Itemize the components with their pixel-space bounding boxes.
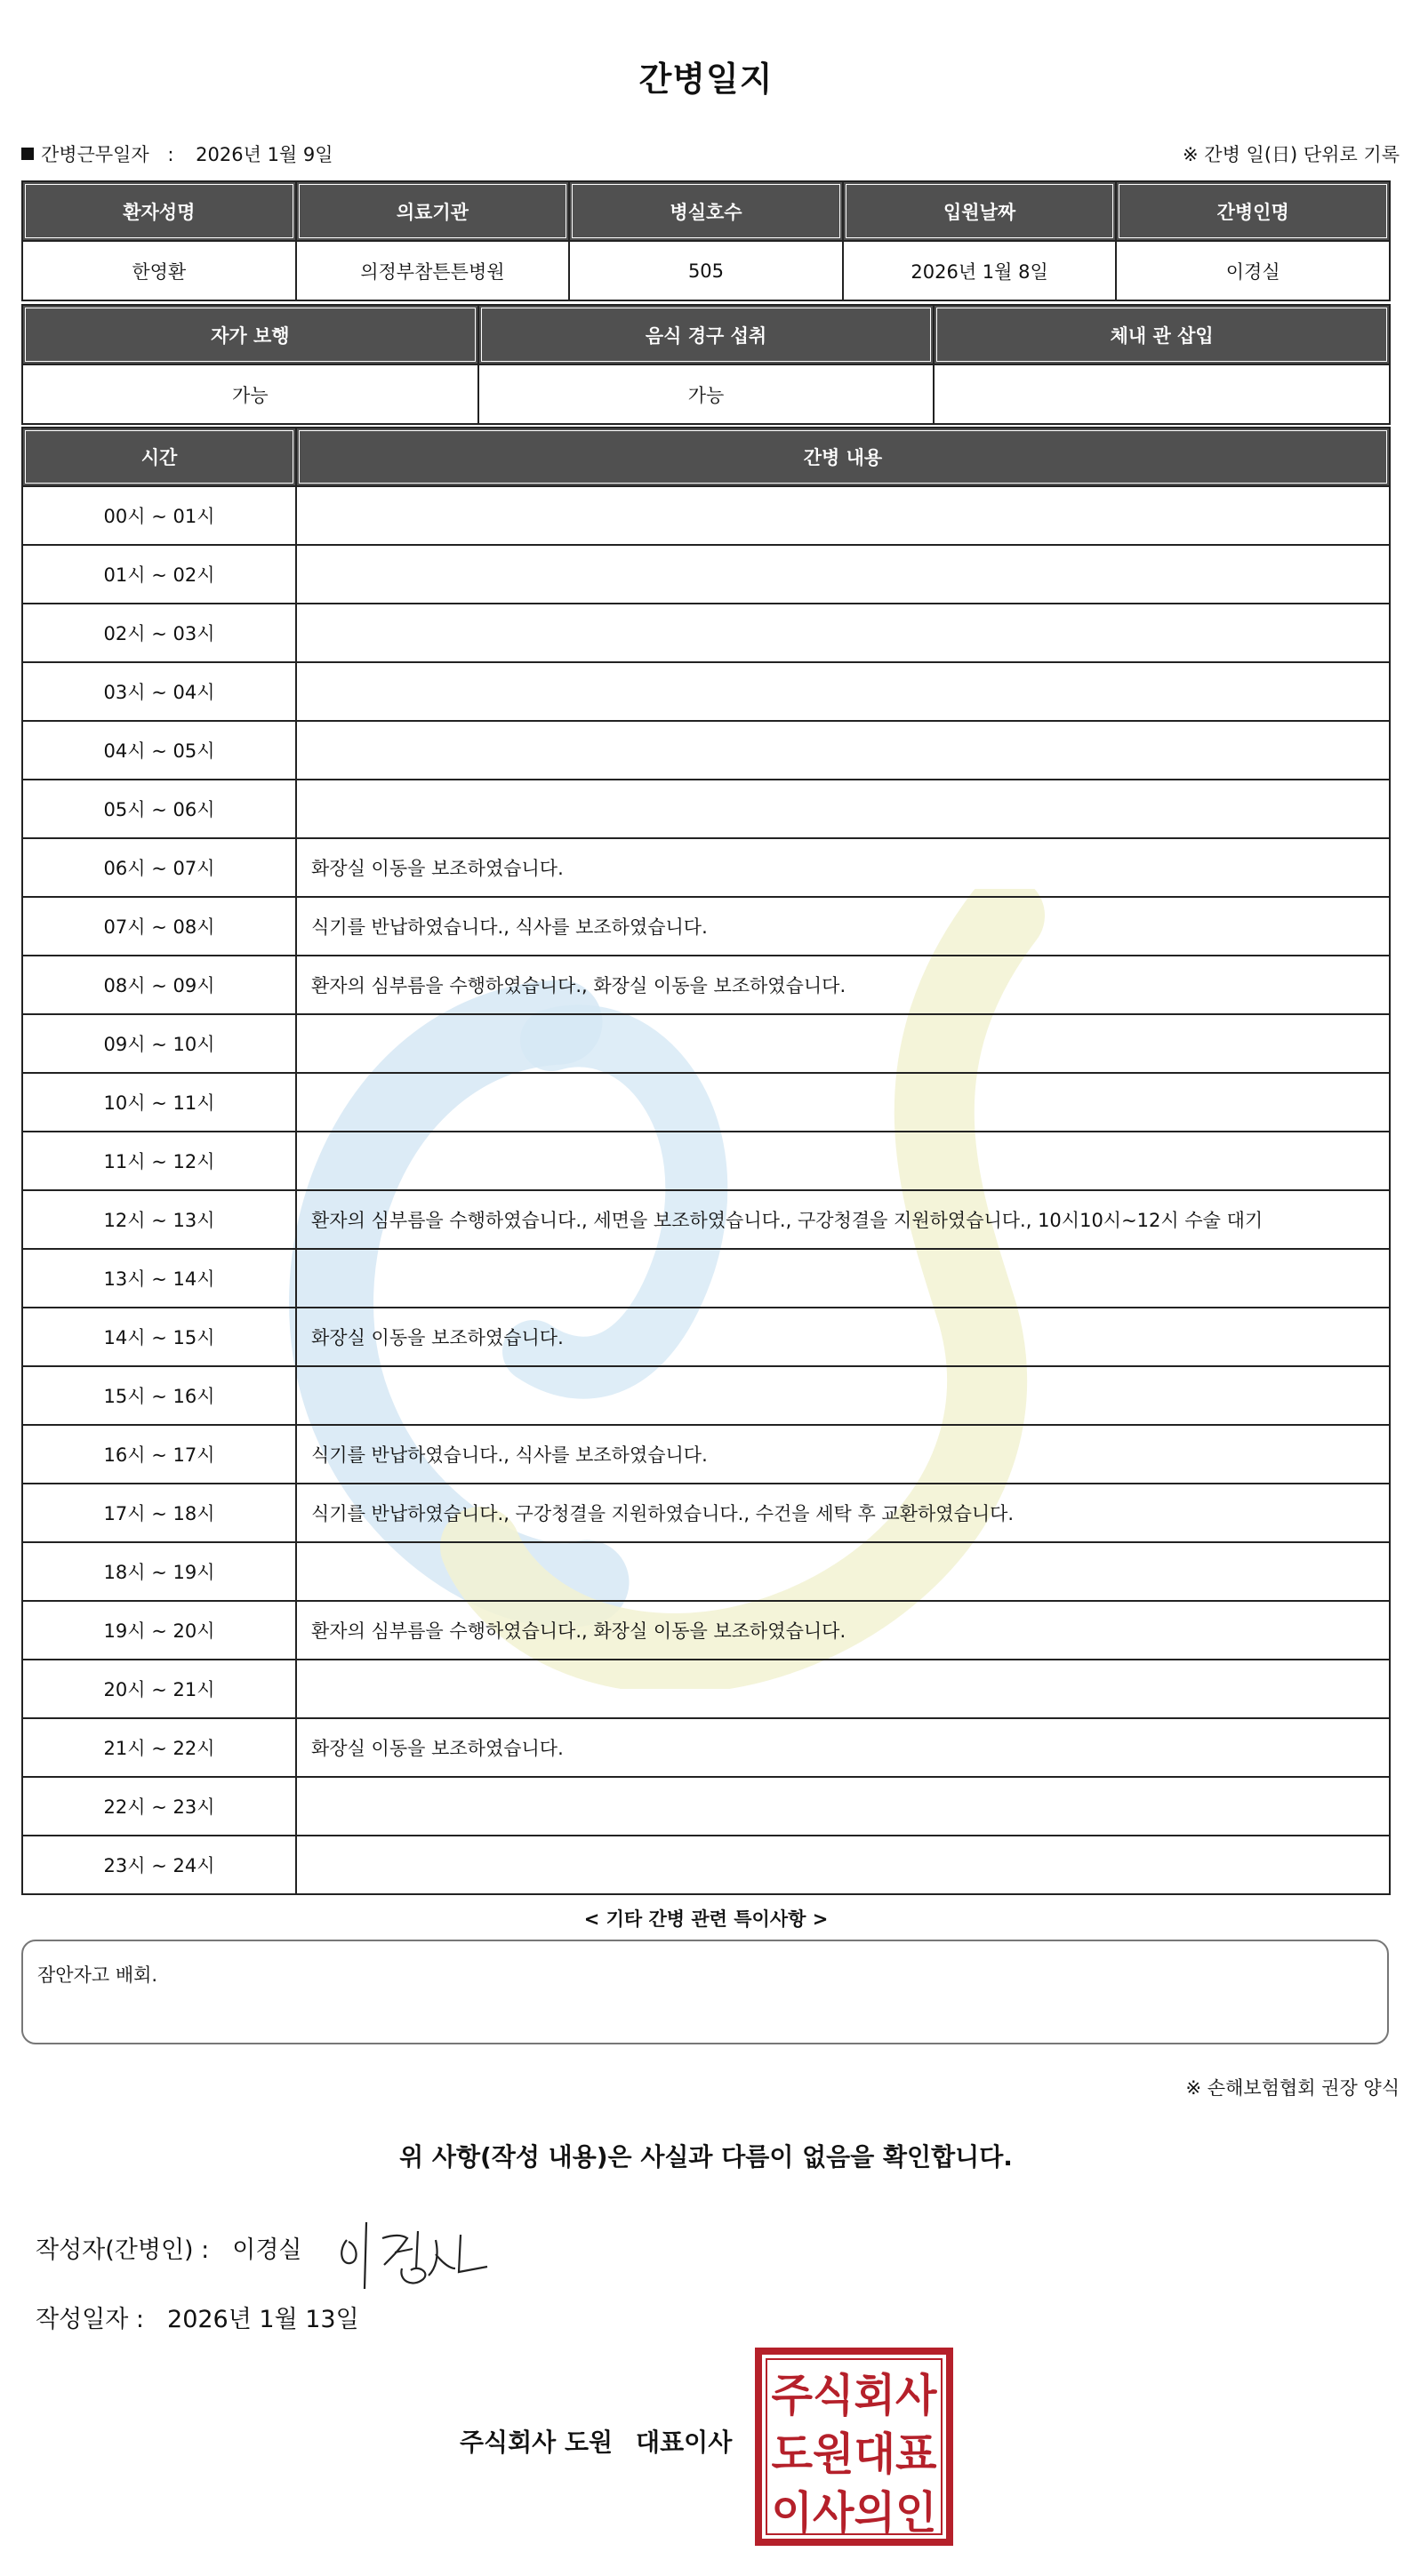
header-oral-intake: 음식 경구 섭취 — [478, 305, 935, 364]
time-slot: 15시 ~ 16시 — [22, 1366, 296, 1425]
header-institution: 의료기관 — [296, 181, 570, 241]
care-log-row — [22, 721, 1390, 780]
time-slot: 13시 ~ 14시 — [22, 1249, 296, 1308]
remarks-box — [21, 1940, 1389, 2044]
caregiver-name: 이경실 — [1116, 241, 1390, 300]
patient-info-header-row — [22, 181, 1390, 241]
time-slot: 09시 ~ 10시 — [22, 1014, 296, 1073]
tube-insertion-value — [934, 364, 1390, 424]
square-bullet-icon — [21, 148, 34, 160]
care-log-row — [22, 1249, 1390, 1308]
work-date-label: 간병근무일자 — [41, 144, 149, 165]
time-slot: 06시 ~ 07시 — [22, 838, 296, 897]
oral-intake-value: 가능 — [478, 364, 935, 424]
header-self-walking: 자가 보행 — [22, 305, 478, 364]
header-tube-insertion: 체내 관 삽입 — [934, 305, 1390, 364]
time-slot: 01시 ~ 02시 — [22, 545, 296, 604]
unit-note: ※ 간병 일(日) 단위로 기록 — [1183, 144, 1400, 165]
care-log-row — [22, 1132, 1390, 1190]
remarks-text: 잠안자고 배회. — [37, 1964, 158, 1986]
standard-form-note: ※ 손해보험협회 권장 양식 — [1185, 2077, 1400, 2099]
time-slot: 11시 ~ 12시 — [22, 1132, 296, 1190]
patient-info-value-row — [22, 241, 1390, 300]
care-content — [296, 1777, 1390, 1836]
seal-text-line: 도원대표 — [771, 2428, 938, 2480]
header-room: 병실호수 — [569, 181, 843, 241]
time-slot: 16시 ~ 17시 — [22, 1425, 296, 1484]
care-log-row — [22, 956, 1390, 1014]
care-content — [296, 1249, 1390, 1308]
company-name: 주식회사 도원 — [460, 2428, 614, 2457]
care-content: 화장실 이동을 보조하였습니다. — [296, 838, 1390, 897]
writer-line — [36, 2230, 302, 2265]
patient-status-value-row — [22, 364, 1390, 424]
company-line — [460, 2423, 732, 2459]
time-slot: 00시 ~ 01시 — [22, 486, 296, 545]
header-patient-name: 환자성명 — [22, 181, 296, 241]
time-slot: 19시 ~ 20시 — [22, 1601, 296, 1660]
room-number: 505 — [569, 241, 843, 300]
page-title: 간병일지 — [638, 60, 774, 99]
time-slot: 03시 ~ 04시 — [22, 662, 296, 721]
time-slot: 21시 ~ 22시 — [22, 1718, 296, 1777]
care-content — [296, 1542, 1390, 1601]
time-slot: 18시 ~ 19시 — [22, 1542, 296, 1601]
patient-info-table — [21, 180, 1391, 301]
care-content — [296, 545, 1390, 604]
care-content — [296, 604, 1390, 662]
care-content — [296, 1132, 1390, 1190]
time-slot: 14시 ~ 15시 — [22, 1308, 296, 1366]
care-log-body — [22, 486, 1390, 1894]
patient-name: 한영환 — [22, 241, 296, 300]
write-date-label: 작성일자 : — [36, 2306, 145, 2333]
care-content — [296, 1836, 1390, 1894]
header-admission-date: 입원날짜 — [843, 181, 1117, 241]
work-date-value: 2026년 1월 9일 — [196, 144, 333, 165]
seal-text-line: 주식회사 — [771, 2370, 938, 2421]
care-log-row — [22, 1073, 1390, 1132]
time-slot: 17시 ~ 18시 — [22, 1484, 296, 1542]
patient-status-header-row — [22, 305, 1390, 364]
care-log-row — [22, 486, 1390, 545]
care-log-row — [22, 838, 1390, 897]
time-slot: 05시 ~ 06시 — [22, 780, 296, 838]
care-content: 화장실 이동을 보조하였습니다. — [296, 1308, 1390, 1366]
care-content — [296, 1073, 1390, 1132]
time-slot: 04시 ~ 05시 — [22, 721, 296, 780]
care-log-row — [22, 1190, 1390, 1249]
care-log-row — [22, 1777, 1390, 1836]
time-slot: 20시 ~ 21시 — [22, 1660, 296, 1718]
care-log-row — [22, 1425, 1390, 1484]
care-log-row — [22, 1836, 1390, 1894]
care-content — [296, 1366, 1390, 1425]
confirmation-statement: 위 사항(작성 내용)은 사실과 다름이 없음을 확인합니다. — [399, 2142, 1013, 2172]
header-time: 시간 — [22, 428, 296, 486]
care-content: 식기를 반납하였습니다., 구강청결을 지원하였습니다., 수건을 세탁 후 교환하였습니다. — [296, 1484, 1390, 1542]
writer-name: 이경실 — [232, 2236, 302, 2264]
care-log-row — [22, 662, 1390, 721]
seal-text-line: 이사의인 — [771, 2487, 937, 2539]
company-seal-stamp — [754, 2347, 954, 2547]
care-content — [296, 721, 1390, 780]
time-slot: 22시 ~ 23시 — [22, 1777, 296, 1836]
write-date-line — [36, 2300, 359, 2334]
care-log-row — [22, 1601, 1390, 1660]
care-content: 환자의 심부름을 수행하였습니다., 화장실 이동을 보조하였습니다. — [296, 956, 1390, 1014]
handwritten-signature — [331, 2213, 500, 2293]
care-log-row — [22, 1660, 1390, 1718]
admission-date: 2026년 1월 8일 — [843, 241, 1117, 300]
time-slot: 12시 ~ 13시 — [22, 1190, 296, 1249]
care-log-header-row — [22, 428, 1390, 486]
work-date-separator: : — [167, 144, 174, 165]
care-log-table — [21, 427, 1391, 1895]
care-log-row — [22, 1542, 1390, 1601]
time-slot: 23시 ~ 24시 — [22, 1836, 296, 1894]
time-slot: 02시 ~ 03시 — [22, 604, 296, 662]
care-content: 화장실 이동을 보조하였습니다. — [296, 1718, 1390, 1777]
care-log-row — [22, 1484, 1390, 1542]
work-date-line — [21, 140, 333, 167]
care-log-row — [22, 897, 1390, 956]
care-log-row — [22, 545, 1390, 604]
care-log-row — [22, 1366, 1390, 1425]
header-care-content: 간병 내용 — [296, 428, 1390, 486]
company-role: 대표이사 — [636, 2428, 733, 2457]
care-content — [296, 662, 1390, 721]
writer-label: 작성자(간병인) : — [36, 2236, 210, 2264]
remarks-title: < 기타 간병 관련 특이사항 > — [583, 1908, 829, 1930]
self-walking-value: 가능 — [22, 364, 478, 424]
time-slot: 08시 ~ 09시 — [22, 956, 296, 1014]
care-content: 식기를 반납하였습니다., 식사를 보조하였습니다. — [296, 897, 1390, 956]
time-slot: 07시 ~ 08시 — [22, 897, 296, 956]
care-content: 환자의 심부름을 수행하였습니다., 세면을 보조하였습니다., 구강청결을 지원하였습니다., 10시10시~12시 수술 대기 — [296, 1190, 1390, 1249]
care-content — [296, 1660, 1390, 1718]
care-content — [296, 1014, 1390, 1073]
care-log-row — [22, 1718, 1390, 1777]
institution-name: 의정부참튼튼병원 — [296, 241, 570, 300]
time-slot: 10시 ~ 11시 — [22, 1073, 296, 1132]
patient-status-table — [21, 304, 1391, 425]
care-content — [296, 486, 1390, 545]
care-log-row — [22, 1014, 1390, 1073]
care-log-row — [22, 1308, 1390, 1366]
header-caregiver-name: 간병인명 — [1116, 181, 1390, 241]
write-date-value: 2026년 1월 13일 — [167, 2306, 359, 2333]
care-content: 환자의 심부름을 수행하였습니다., 화장실 이동을 보조하였습니다. — [296, 1601, 1390, 1660]
care-log-row — [22, 780, 1390, 838]
care-content — [296, 780, 1390, 838]
care-log-row — [22, 604, 1390, 662]
care-content: 식기를 반납하였습니다., 식사를 보조하였습니다. — [296, 1425, 1390, 1484]
